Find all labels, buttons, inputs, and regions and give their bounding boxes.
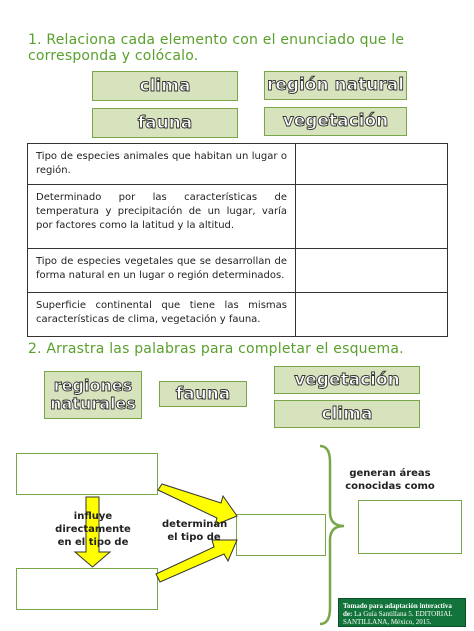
chip-region-natural[interactable]: región natural xyxy=(264,71,407,100)
credit-source: La Guía Santillana 5. EDITORIAL SANTILLANA, México, 2015. xyxy=(343,610,453,626)
table-row xyxy=(28,293,448,337)
chip-fauna-2[interactable]: fauna xyxy=(159,381,247,407)
chip-vegetacion[interactable]: vegetación xyxy=(264,107,407,136)
chip-regiones-naturales[interactable]: regiones naturales xyxy=(44,371,142,419)
drop-slot[interactable] xyxy=(296,185,448,249)
diagonal-up-arrow-icon xyxy=(156,540,237,582)
label-determinan: determinan el tipo de xyxy=(162,519,228,543)
row-description: Tipo de especies animales que habitan un lugar o región. xyxy=(28,144,296,185)
instruction-1: 1. Relaciona cada elemento con el enunciado que le corresponda y colócalo. xyxy=(28,32,405,64)
instruction-2: 2. Arrastra las palabras para completar el esquema. xyxy=(28,341,404,357)
relation-table xyxy=(27,143,448,337)
drop-slot[interactable] xyxy=(296,144,448,185)
chip-fauna[interactable]: fauna xyxy=(92,108,238,138)
label-generan: generan áreas conocidas como xyxy=(345,468,435,492)
drop-slot[interactable] xyxy=(296,249,448,293)
row-description: Determinado por las características de temperatura y precipitación de un lugar, varía por factores como la latitud y la altitud. xyxy=(28,185,296,249)
chip-vegetacion-2[interactable]: vegetación xyxy=(274,366,420,394)
drop-slot[interactable] xyxy=(296,293,448,337)
credit-box xyxy=(338,598,466,627)
label-influye: influye directamente en el tipo de xyxy=(55,511,131,548)
chip-clima-2[interactable]: clima xyxy=(274,400,420,428)
row-description: Tipo de especies vegetales que se desarrollan de forma natural en un lugar o región determinados. xyxy=(28,249,296,293)
credit-title: Tomado para adaptación interactiva de: xyxy=(343,602,452,618)
table-row xyxy=(28,144,448,185)
table-row xyxy=(28,185,448,249)
table-row xyxy=(28,249,448,293)
chip-clima[interactable]: clima xyxy=(92,71,238,101)
row-description: Superficie continental que tiene las mismas características de clima, vegetación y fauna. xyxy=(28,293,296,337)
